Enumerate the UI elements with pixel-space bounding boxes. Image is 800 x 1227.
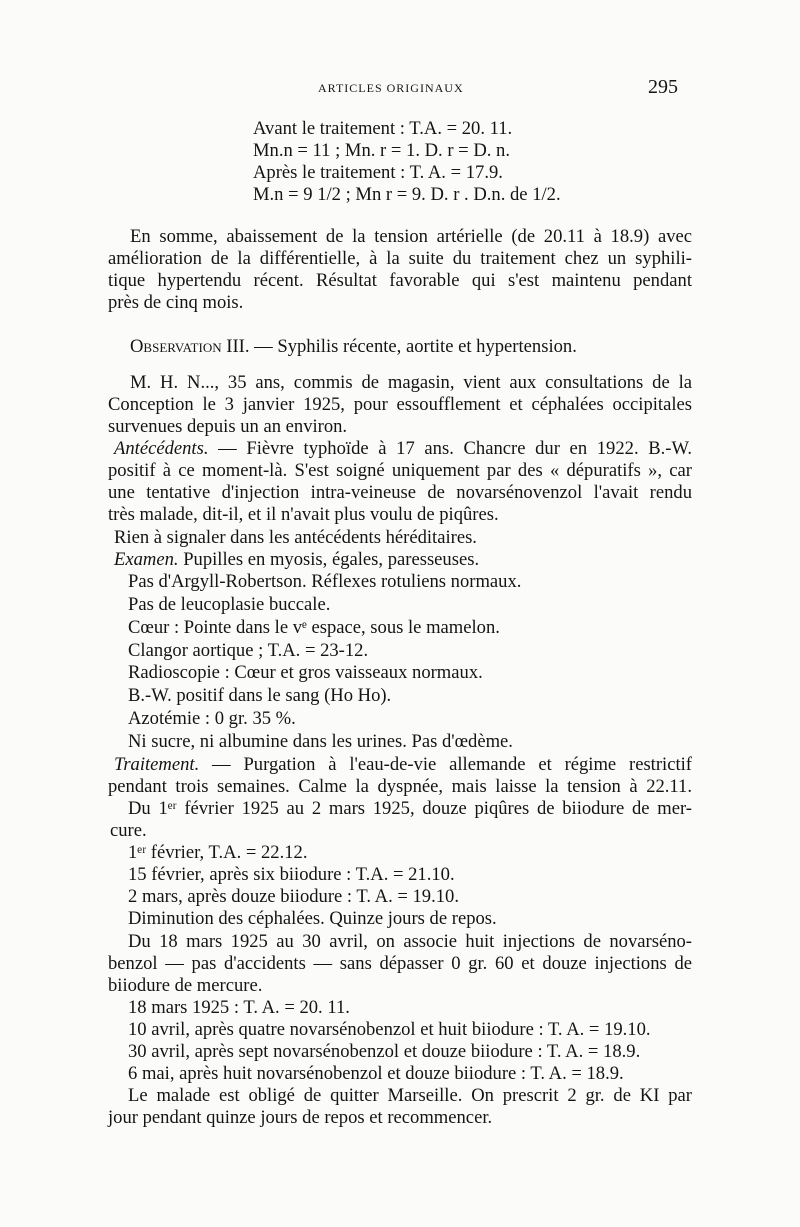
- text-line: M.n = 9 1/2 ; Mn r = 9. D. r . D.n. de 1/2.: [253, 184, 561, 205]
- text-line: Mn.n = 11 ; Mn. r = 1. D. r = D. n.: [253, 140, 510, 161]
- text-line: pendant trois semaines. Calme la dyspnée, mais laisse la tension à 22.11.: [108, 776, 692, 797]
- text-line: Pas d'Argyll-Robertson. Réflexes rotuliens normaux.: [128, 571, 522, 592]
- text-line: cure.: [110, 820, 147, 841]
- text-line: une tentative d'injection intra-veineuse de novarsénovenzol l'avait rendu: [108, 482, 692, 503]
- text-line: En somme, abaissement de la tension artérielle (de 20.11 à 18.9) avec: [130, 226, 692, 247]
- text-line: Radioscopie : Cœur et gros vaisseaux normaux.: [128, 662, 483, 683]
- text-line: B.-W. positif dans le sang (Ho Ho).: [128, 685, 392, 706]
- section-text: — Purgation à l'eau-de-vie allemande et régime restrictif: [199, 754, 692, 775]
- section-text: Pupilles en myosis, égales, paresseuses.: [178, 549, 480, 570]
- text-line: Avant le traitement : T.A. = 20. 11.: [253, 118, 513, 139]
- running-title: ARTICLES ORIGINAUX: [318, 81, 464, 95]
- text-line: 1ᵉʳ février, T.A. = 22.12.: [128, 842, 308, 863]
- observation-label: Observation III.: [130, 336, 250, 357]
- text-line: 30 avril, après sept novarsénobenzol et douze biiodure : T. A. = 18.9.: [128, 1041, 641, 1062]
- text-line: M. H. N..., 35 ans, commis de magasin, vient aux consultations de la: [130, 372, 692, 393]
- text-line: Du 1ᵉʳ février 1925 au 2 mars 1925, douze piqûres de biiodure de mer-: [128, 798, 692, 819]
- text-line: 15 février, après six biiodure : T.A. = 21.10.: [128, 864, 455, 885]
- text-line: benzol — pas d'accidents — sans dépasser 0 gr. 60 et douze injections de: [108, 953, 692, 974]
- text-line: 10 avril, après quatre novarsénobenzol et huit biiodure : T. A. = 19.10.: [128, 1019, 651, 1040]
- text-line: Cœur : Pointe dans le vᵉ espace, sous le mamelon.: [128, 617, 500, 638]
- text-line: Azotémie : 0 gr. 35 %.: [128, 708, 296, 729]
- observation-heading: [130, 336, 577, 358]
- text-line: Rien à signaler dans les antécédents héréditaires.: [114, 527, 477, 548]
- observation-title: — Syphilis récente, aortite et hypertension.: [249, 336, 577, 357]
- text-line: Clangor aortique ; T.A. = 23-12.: [128, 640, 369, 661]
- text-line: survenues depuis un an environ.: [108, 416, 348, 437]
- text-line: Pas de leucoplasie buccale.: [128, 594, 331, 615]
- text-line: Ni sucre, ni albumine dans les urines. Pas d'œdème.: [128, 731, 513, 752]
- text-line: amélioration de la différentielle, à la suite du traitement chez un syphili-: [108, 248, 692, 269]
- section-label: Traitement.: [114, 754, 200, 775]
- text-line: [114, 754, 692, 776]
- text-line: 18 mars 1925 : T. A. = 20. 11.: [128, 997, 350, 1018]
- text-line: tique hypertendu récent. Résultat favorable qui s'est maintenu pendant: [108, 270, 692, 291]
- text-line: Du 18 mars 1925 au 30 avril, on associe huit injections de novarséno-: [128, 931, 692, 952]
- text-line: près de cinq mois.: [108, 292, 244, 313]
- text-line: Conception le 3 janvier 1925, pour essoufflement et céphalées occipitales: [108, 394, 692, 415]
- section-text: — Fièvre typhoïde à 17 ans. Chancre dur en 1922. B.-W.: [208, 438, 692, 459]
- text-line: 2 mars, après douze biiodure : T. A. = 19.10.: [128, 886, 459, 907]
- section-label: Antécédents.: [114, 438, 209, 459]
- text-line: Diminution des céphalées. Quinze jours de repos.: [128, 908, 497, 929]
- text-line: jour pendant quinze jours de repos et recommencer.: [108, 1107, 493, 1128]
- text-line: positif à ce moment-là. S'est soigné uniquement par des « dépuratifs », car: [108, 460, 692, 481]
- section-label: Examen.: [114, 549, 179, 570]
- text-line: Après le traitement : T. A. = 17.9.: [253, 162, 503, 183]
- page-number: 295: [648, 76, 678, 98]
- text-line: [114, 438, 692, 460]
- text-line: [114, 549, 479, 571]
- text-line: 6 mai, après huit novarsénobenzol et douze biiodure : T. A. = 18.9.: [128, 1063, 624, 1084]
- text-line: très malade, dit-il, et il n'avait plus voulu de piqûres.: [108, 504, 499, 525]
- text-line: Le malade est obligé de quitter Marseille. On prescrit 2 gr. de KI par: [128, 1085, 692, 1106]
- running-head: [0, 76, 800, 100]
- text-line: biiodure de mercure.: [108, 975, 263, 996]
